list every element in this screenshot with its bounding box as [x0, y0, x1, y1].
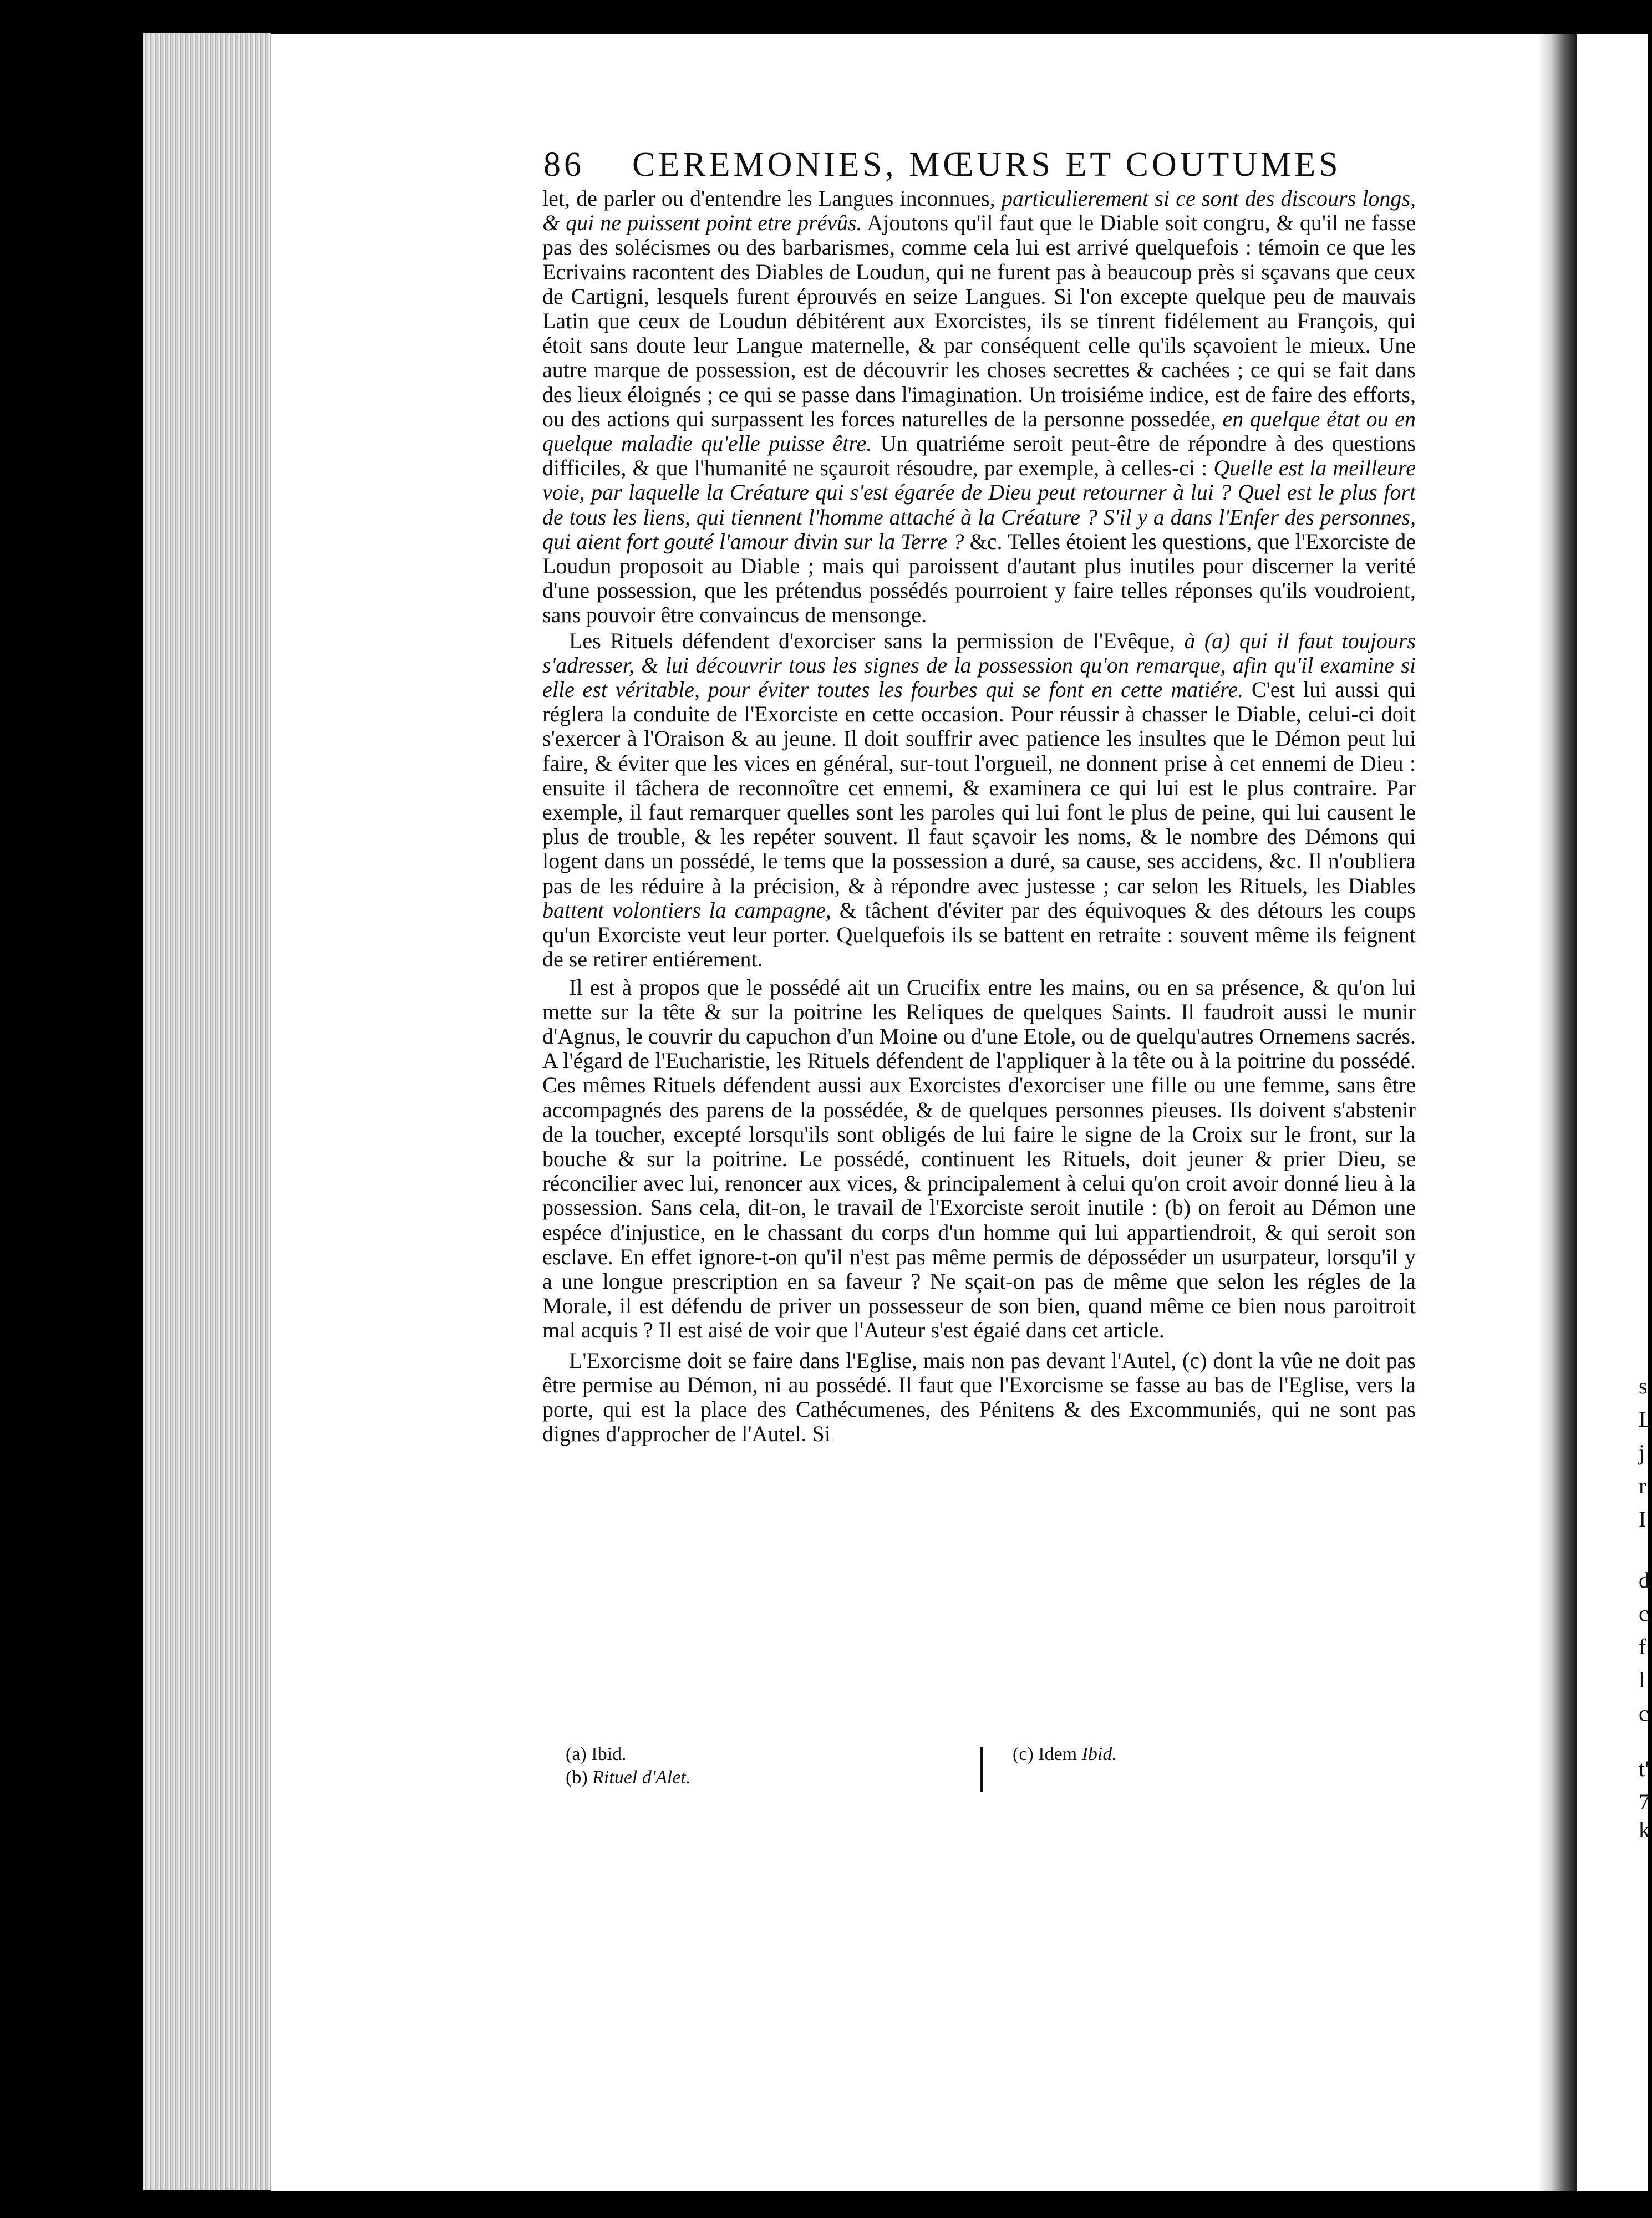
italic-text: à (a) qui il faut toujours s'adresser, & lui découvrir tous les signes de la possession qu'on remarque, afin qu'il examine si elle est véritable, pour éviter toutes les fourbes qui se font en cette matiére.	[542, 628, 1416, 703]
footnote-a-text: Ibid.	[591, 1744, 627, 1764]
paragraph	[542, 975, 1416, 1343]
text-run: Les Rituels défendent d'exorciser sans la permission de l'Evêque,	[569, 628, 1185, 653]
facing-page-letter: s	[1639, 1373, 1648, 1398]
facing-page-letter: 7	[1639, 1789, 1650, 1814]
footnote-b-text: Rituel d'Alet.	[592, 1767, 691, 1788]
footnote-c	[1013, 1743, 1117, 1766]
footnote-c-text: Idem	[1038, 1744, 1077, 1764]
footnote-a	[566, 1743, 627, 1766]
facing-page-letter: c	[1639, 1701, 1649, 1726]
footnote-c-mark: (c)	[1013, 1744, 1034, 1764]
facing-page-letter: c	[1639, 1601, 1649, 1626]
footnote-b	[566, 1767, 690, 1789]
paragraph	[542, 186, 1416, 628]
facing-page-letter: l	[1639, 1667, 1645, 1692]
text-run: &c. Telles étoient les questions, que l'Exorciste de Loudun proposoit au Diable ; mais qui paroissent d'autant plus inutiles pour discerner la verité d'une possession, que les prétendus possédés pourroient y faire telles réponses qu'ils voudroient, sans pouvoir être convaincus de mensonge.	[542, 528, 1416, 628]
facing-page-letter: j	[1639, 1440, 1645, 1465]
facing-page-edge	[1577, 34, 1652, 2191]
italic-text: Quelle est la meilleure voie, par laquelle la Créature qui s'est égarée de Dieu peut retourner à lui ? Quel est le plus fort de tous les liens, qui tiennent l'homme attaché à la Créature ? S'il y a dans l'Enfer des personnes, qui aient fort gouté l'amour divin sur la Terre ?	[542, 455, 1416, 554]
body-text	[542, 186, 1416, 1446]
facing-page-letter: f	[1639, 1634, 1646, 1659]
facing-page-letter: L	[1639, 1407, 1652, 1432]
italic-text: en quelque état ou en quelque maladie qu'elle puisse être.	[542, 406, 1416, 456]
text-run: & tâchent d'éviter par des équivoques & des détours les coups qu'un Exorciste veut leur porter. Quelquefois ils se battent en retraite : souvent même ils feignent de se retirer entiérement.	[542, 897, 1416, 972]
text-run: L'Exorcisme doit se faire dans l'Eglise, mais non pas devant l'Autel, (c) dont la vûe ne doit pas être permise au Démon, ni au possédé. Il faut que l'Exorcisme se fasse au bas de l'Eglise, vers la porte, qui est la place des Cathécumenes, des Pénitens & des Excommuniés, qui ne sont pas dignes d'approcher de l'Autel. Si	[542, 1347, 1416, 1447]
running-head	[543, 145, 1414, 190]
footnote-b-mark: (b)	[566, 1767, 588, 1788]
footnote-a-mark: (a)	[566, 1744, 587, 1764]
book-fore-edge	[143, 33, 271, 2190]
text-run: C'est lui aussi qui réglera la conduite de l'Exorciste en cette occasion. Pour réussir à chasser le Diable, celui-ci doit s'exercer à l'Oraison & au jeune. Il doit souffrir avec patience les insultes que le Démon peut lui faire, & éviter que les vices en général, sur-tout l'orgueil, ne donnent prise à cet ennemi de Dieu : ensuite il tâchera de reconnoître cet ennemi, & examinera ce qui lui est le plus contraire. Par exemple, il faut remarquer quelles sont les paroles qui lui font le plus de peine, qui lui causent le plus de trouble, & les repéter souvent. Il faut sçavoir les noms, & le nombre des Démons qui logent dans un possédé, le tems que la possession a duré, sa cause, ses accidens, &c. Il n'oubliera pas de les réduire à la précision, & à répondre avec justesse ; car selon les Rituels, les Diables	[542, 677, 1416, 898]
paragraph	[542, 629, 1416, 972]
paragraph	[542, 1349, 1416, 1447]
italic-text: battent volontiers la campagne,	[542, 897, 831, 923]
facing-page-letter: I	[1639, 1507, 1646, 1532]
text-run: Ajoutons qu'il faut que le Diable soit congru, & qu'il ne fasse pas des solécismes ou des barbarismes, comme cela lui est arrivé quelquefois : témoin ce que les Ecrivains racontent des Diables de Loudun, qui ne furent pas à beaucoup près si sçavans que ceux de Cartigni, lesquels furent éprouvés en seize Langues. Si l'on excepte quelque peu de mauvais Latin que ceux de Loudun débitérent aux Exorcistes, ils se tinrent fidélement au François, qui étoit sans doute leur Langue maternelle, & par conséquent celle qu'ils sçavoient le mieux. Une autre marque de possession, est de découvrir les choses secrettes & cachées ; ce qui se fait dans des lieux éloignés ; ce qui se passe dans l'imagination. Un troisiéme indice, est de faire des efforts, ou des actions qui surpassent les forces naturelles de la personne possedée,	[542, 210, 1416, 431]
text-run: Il est à propos que le possédé ait un Crucifix entre les mains, ou en sa présence, & qu'on lui mette sur la tête & sur la poitrine les Reliques de quelques Saints. Il faudroit aussi le munir d'Agnus, le couvrir du capuchon d'un Moine ou d'une Etole, ou de quelqu'autres Ornemens sacrés. A l'égard de l'Eucharistie, les Rituels défendent de l'appliquer à la tête ou à la poitrine du possédé. Ces mêmes Rituels défendent aussi aux Exorcistes d'exorciser une fille ou une femme, sans être accompagnés des parens de la possédée, & de quelques personnes pieuses. Ils doivent s'abstenir de la toucher, excepté lorsqu'ils sont obligés de lui faire le signe de la Croix sur le front, sur la bouche & sur la poitrine. Le possédé, continuent les Rituels, doit jeuner & prier Dieu, se réconcilier avec lui, renoncer aux vices, & principalement à celui qu'on croit avoir donné lieu à la possession. Sans cela, dit-on, le travail de l'Exorciste seroit inutile : (b) on feroit au Démon une espéce d'injustice, en le chassant du corps d'un homme qui lui appartiendroit, & qui seroit son esclave. En effet ignore-t-on qu'il n'est pas même permis de déposséder un usurpateur, lorsqu'il y a une longue prescription en sa faveur ? Ne sçait-on pas de même que selon les régles de la Morale, il est défendu de priver un possesseur de son bien, quand même ce bien nous paroitroit mal acquis ? Il est aisé de voir que l'Auteur s'est égaié dans cet article.	[542, 974, 1416, 1343]
footnote-column-rule	[980, 1747, 983, 1792]
running-title: CEREMONIES, MŒURS ET COUTUMES	[632, 146, 1341, 184]
text-run: let, de parler ou d'entendre les Langues inconnues,	[542, 186, 1002, 211]
text-run: Un quatriéme seroit peut-être de répondre à des questions difficiles, & que l'humanité ne sçauroit résoudre, par exemple, à celles-ci :	[542, 431, 1416, 481]
page-number: 86	[543, 146, 584, 184]
facing-page-letter: t'	[1639, 1756, 1649, 1781]
facing-page-letter: d	[1639, 1568, 1650, 1593]
binding-gutter	[1538, 34, 1577, 2191]
facing-page-letter: k	[1639, 1817, 1650, 1842]
facing-page-letter: r	[1639, 1473, 1646, 1498]
footnote-c-italic: Ibid.	[1081, 1744, 1117, 1764]
italic-text: particulierement si ce sont des discours longs, & qui ne puissent point etre prévûs.	[542, 186, 1416, 236]
